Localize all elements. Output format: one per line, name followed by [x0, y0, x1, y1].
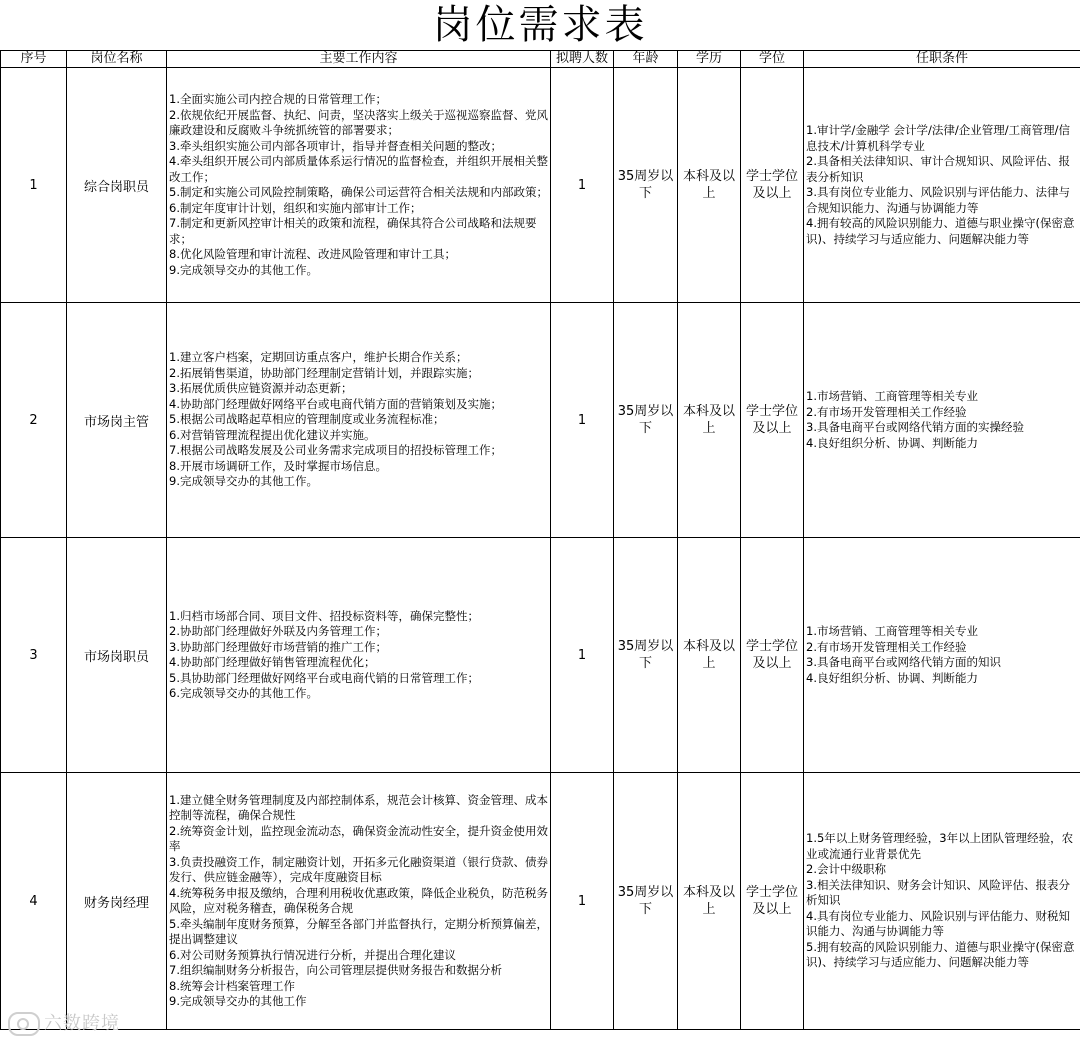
duty-item: 5.具协助部门经理做好网络平台或电商代销的日常管理工作； [169, 670, 479, 685]
row-number: 4 [1, 773, 67, 1030]
requirements-list [806, 624, 1078, 686]
requirements-cell [804, 68, 1080, 303]
duty-item: 1.建立健全财务管理制度及内部控制体系，规范会计核算、资金管理、成本控制等流程，确保合规性 [169, 792, 548, 822]
duty-item: 4.协助部门经理做好网络平台或电商代销方面的营销策划及实施； [169, 396, 502, 411]
job-requirements-table [0, 50, 1080, 1030]
duty-item: 4.统筹税务申报及缴纳，合理利用税收优惠政策，降低企业税负，防范税务风险，应对税务稽查，确保税务合规 [169, 885, 548, 915]
duty-item: 5.根据公司战略起草相应的管理制度或业务流程标准； [169, 412, 445, 427]
education-requirement: 本科及以上 [678, 773, 741, 1030]
duties-list [169, 92, 548, 278]
duty-item: 6.制定年度审计计划，组织和实施内部审计工作； [169, 200, 422, 215]
duty-item: 1.归档市场部合同、项目文件、招投标资料等，确保完整性； [169, 608, 479, 623]
requirement-item: 3.相关法律知识、财务会计知识、风险评估、报表分析知识 [806, 877, 1070, 908]
duty-item: 2.协助部门经理做好外联及内务管理工作； [169, 624, 387, 638]
duty-item: 1.全面实施公司内控合规的日常管理工作； [169, 92, 387, 106]
watermark [8, 1009, 120, 1036]
age-requirement: 35周岁以下 [614, 538, 678, 773]
header-row [1, 51, 1080, 68]
requirement-item: 3.具备电商平台或网络代销方面的知识 [806, 655, 1001, 669]
table-row [1, 773, 1080, 1030]
requirement-item: 2.会计中级职称 [806, 862, 886, 877]
requirement-item: 4.良好组织分析、协调、判断能力 [806, 435, 978, 450]
table-row [1, 68, 1080, 303]
duty-item: 4.协助部门经理做好销售管理流程优化； [169, 655, 376, 669]
duty-item: 2.拓展销售渠道，协助部门经理制定营销计划，并跟踪实施； [169, 365, 479, 380]
duty-item: 5.制定和实施公司风险控制策略，确保公司运营符合相关法规和内部政策； [169, 185, 548, 199]
page-title: 岗位需求表 [432, 2, 648, 48]
header-cell: 学位 [741, 51, 804, 68]
duty-item: 2.依规依纪开展监督、执纪、问责，坚决落实上级关于巡视巡察监督、党风廉政建设和反腐败斗争统抓统管的部署要求； [169, 107, 548, 137]
requirement-item: 2.有市场开发管理相关工作经验 [806, 404, 967, 419]
hire-count: 1 [551, 538, 614, 773]
duty-item: 9.完成领导交办的其他工作。 [169, 474, 318, 489]
requirement-item: 3.具有岗位专业能力、风险识别与评估能力、法律与合规知识能力、沟通与协调能力等 [806, 185, 1070, 215]
education-requirement: 本科及以上 [678, 68, 741, 303]
requirement-item: 1.5年以上财务管理经验，3年以上团队管理经验，农业或流通行业背景优先 [806, 831, 1074, 861]
duty-item: 4.牵头组织开展公司内部质量体系运行情况的监督检查，并组织开展相关整改工作； [169, 154, 548, 184]
duty-item: 7.根据公司战略发展及公司业务需求完成项目的招投标管理工作； [169, 443, 502, 458]
duty-item: 1.建立客户档案，定期回访重点客户，维护长期合作关系； [169, 350, 468, 365]
hire-count: 1 [551, 68, 614, 303]
row-number: 2 [1, 303, 67, 538]
hire-count: 1 [551, 773, 614, 1030]
duty-item: 7.制定和更新风控审计相关的政策和流程，确保其符合公司战略和法规要求； [169, 216, 537, 246]
requirements-cell [804, 303, 1080, 538]
requirement-item: 4.良好组织分析、协调、判断能力 [806, 670, 978, 685]
header-cell: 年龄 [614, 51, 678, 68]
header-cell: 学历 [678, 51, 741, 68]
duty-item: 9.完成领导交办的其他工作。 [169, 262, 318, 277]
requirement-item: 4.拥有较高的风险识别能力、道德与职业操守(保密意识)、持续学习与适应能力、问题解决能力等 [806, 216, 1075, 246]
requirement-item: 1.市场营销、工商管理等相关专业 [806, 389, 978, 403]
age-requirement: 35周岁以下 [614, 773, 678, 1030]
duties-list [169, 350, 548, 490]
duty-item: 8.统筹会计档案管理工作 [169, 978, 295, 993]
watermark-logo-icon [8, 1012, 40, 1036]
requirement-item: 1.市场营销、工商管理等相关专业 [806, 624, 978, 638]
header-cell: 任职条件 [804, 51, 1080, 68]
duty-item: 2.统筹资金计划，监控现金流动态，确保资金流动性安全，提升资金使用效率 [169, 823, 548, 853]
table-row [1, 303, 1080, 538]
requirement-item: 2.有市场开发管理相关工作经验 [806, 639, 967, 654]
age-requirement: 35周岁以下 [614, 68, 678, 303]
duties-cell [167, 303, 551, 538]
degree-requirement: 学士学位及以上 [741, 538, 804, 773]
table-row [1, 538, 1080, 773]
duty-item: 3.协助部门经理做好市场营销的推广工作； [169, 639, 387, 654]
requirements-cell [804, 538, 1080, 773]
age-requirement: 35周岁以下 [614, 303, 678, 538]
requirement-item: 5.拥有较高的风险识别能力、道德与职业操守(保密意识)、持续学习与适应能力、问题解决能力等 [806, 939, 1075, 970]
duty-item: 5.牵头编制年度财务预算，分解至各部门并监督执行，定期分析预算偏差，提出调整建议 [169, 916, 548, 946]
requirement-item: 2.具备相关法律知识、审计合规知识、风险评估、报表分析知识 [806, 154, 1070, 184]
hire-count: 1 [551, 303, 614, 538]
duties-list [169, 609, 548, 702]
education-requirement: 本科及以上 [678, 538, 741, 773]
duties-cell [167, 773, 551, 1030]
duty-item: 3.拓展优质供应链资源并动态更新； [169, 381, 353, 396]
position-name: 市场岗主管 [67, 303, 167, 538]
degree-requirement: 学士学位及以上 [741, 68, 804, 303]
duties-list [169, 793, 548, 1010]
duty-item: 6.对营销管理流程提出优化建议并实施。 [169, 427, 376, 442]
row-number: 1 [1, 68, 67, 303]
duty-item: 9.完成领导交办的其他工作 [169, 994, 307, 1008]
requirements-list [806, 389, 1078, 451]
header-cell: 岗位名称 [67, 51, 167, 68]
watermark-text: 六数跨境 [44, 1013, 120, 1034]
requirements-list [806, 123, 1078, 247]
position-name: 综合岗职员 [67, 68, 167, 303]
education-requirement: 本科及以上 [678, 303, 741, 538]
position-name: 市场岗职员 [67, 538, 167, 773]
requirement-item: 4.具有岗位专业能力、风险识别与评估能力、财税知识能力、沟通与协调能力等 [806, 908, 1070, 939]
duty-item: 6.完成领导交办的其他工作。 [169, 686, 318, 700]
requirement-item: 1.审计学/金融学 会计学/法律/企业管理/工商管理/信息技术/计算机科学专业 [806, 123, 1070, 153]
position-name: 财务岗经理 [67, 773, 167, 1030]
duty-item: 3.牵头组织实施公司内部各项审计，指导并督查相关问题的整改； [169, 138, 502, 153]
header-cell: 序号 [1, 51, 67, 68]
header-cell: 拟聘人数 [551, 51, 614, 68]
duties-cell [167, 538, 551, 773]
degree-requirement: 学士学位及以上 [741, 773, 804, 1030]
requirements-cell [804, 773, 1080, 1030]
duty-item: 8.开展市场调研工作，及时掌握市场信息。 [169, 458, 387, 473]
header-cell: 主要工作内容 [167, 51, 551, 68]
duty-item: 6.对公司财务预算执行情况进行分析，并提出合理化建议 [169, 947, 456, 962]
requirements-list [806, 831, 1078, 971]
degree-requirement: 学士学位及以上 [741, 303, 804, 538]
duty-item: 7.组织编制财务分析报告，向公司管理层提供财务报告和数据分析 [169, 963, 502, 977]
duty-item: 3.负责投融资工作，制定融资计划，开拓多元化融资渠道（银行贷款、债券发行、供应链金融等），完成年度融资目标 [169, 854, 548, 884]
duties-cell [167, 68, 551, 303]
duty-item: 8.优化风险管理和审计流程、改进风险管理和审计工具； [169, 247, 456, 261]
title-area [0, 0, 1080, 50]
requirement-item: 3.具备电商平台或网络代销方面的实操经验 [806, 420, 1024, 434]
row-number: 3 [1, 538, 67, 773]
